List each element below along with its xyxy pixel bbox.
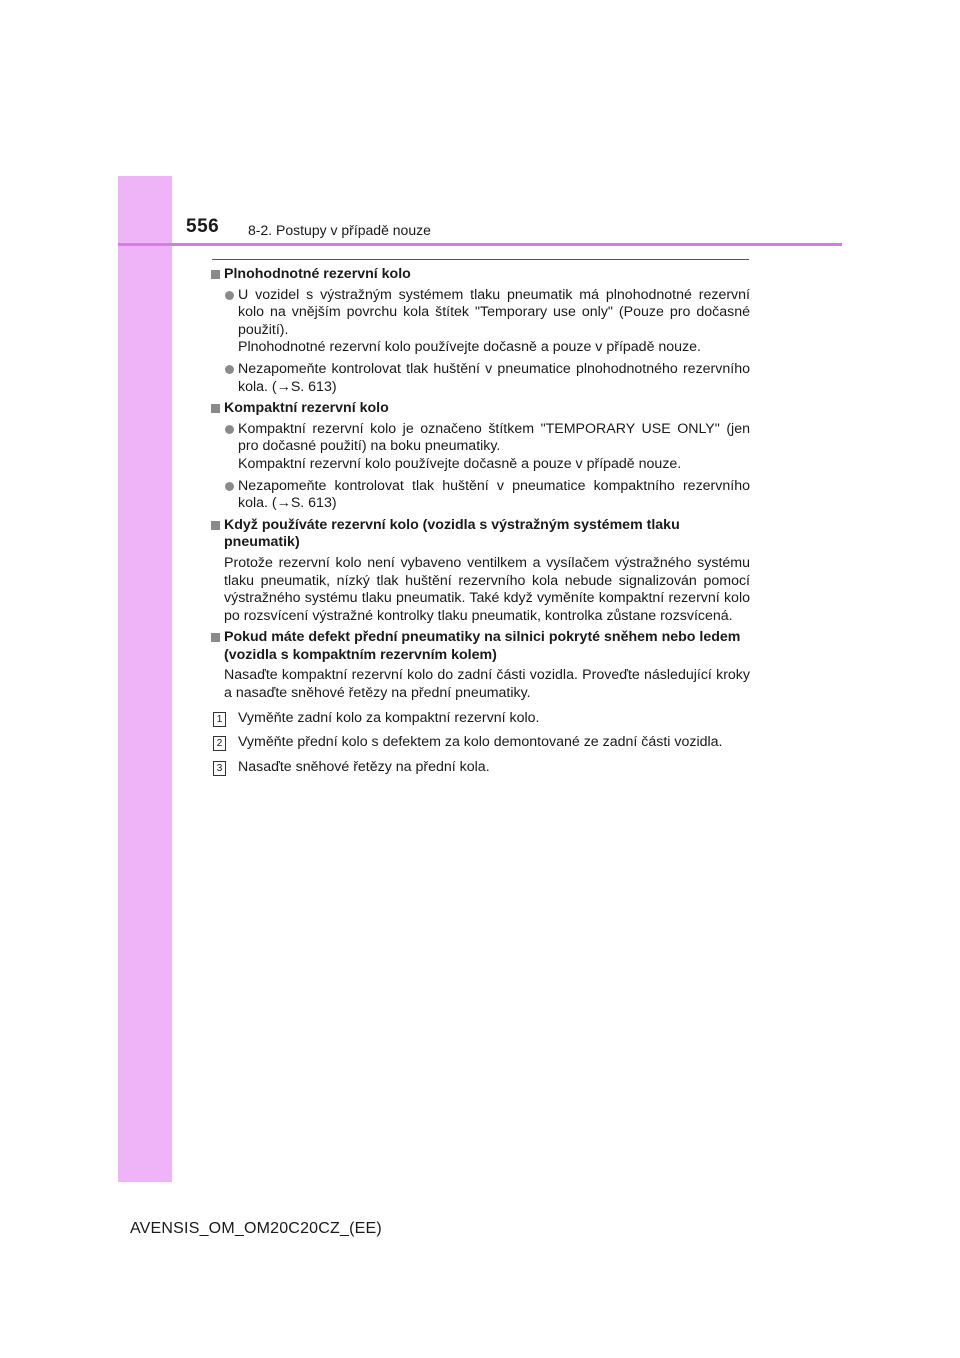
section-snow-flat-tire xyxy=(210,629,750,776)
list-item xyxy=(210,421,750,474)
section-divider xyxy=(212,259,749,260)
chapter-tab-sidebar xyxy=(118,176,172,1182)
square-bullet-icon xyxy=(211,521,220,530)
section-full-spare xyxy=(210,266,750,396)
step-item xyxy=(210,734,750,752)
step-item xyxy=(210,710,750,728)
page-number: 556 xyxy=(186,216,220,237)
bullet-text: U vozidel s výstražným systémem tlaku pneumatik má plnohodnotné rezervní kolo na vnějším povrchu kola štítek "Temporary use only" (Pouze pro dočasné použití). xyxy=(238,286,750,338)
list-item xyxy=(210,287,750,357)
bullet-text: Kompaktní rezervní kolo používejte dočasně a pouze v případě nouze. xyxy=(238,455,682,472)
square-bullet-icon xyxy=(211,270,220,279)
round-bullet-icon xyxy=(225,425,234,434)
step-number: 1 xyxy=(213,712,226,727)
step-number: 2 xyxy=(213,736,226,751)
section-compact-spare xyxy=(210,400,750,513)
header-rule xyxy=(118,243,842,246)
chapter-title: 8-2. Postupy v případě nouze xyxy=(248,222,431,238)
manual-code-footer: AVENSIS_OM_OM20C20CZ_(EE) xyxy=(130,1220,382,1237)
section-tpms-spare xyxy=(210,517,750,626)
section-heading: Plnohodnotné rezervní kolo xyxy=(210,266,750,284)
section-paragraph: Nasaďte kompaktní rezervní kolo do zadní části vozidla. Proveďte následující kroky a nasaďte sněhové řetězy na přední pneumatiky. xyxy=(224,667,750,702)
square-bullet-icon xyxy=(211,633,220,642)
bullet-text: Kompaktní rezervní kolo je označeno štítkem "TEMPORARY USE ONLY" (jen pro dočasné použití) na boku pneumatiky. xyxy=(238,420,750,455)
section-paragraph: Protože rezervní kolo není vybaveno ventilkem a vysílačem výstražného systému tlaku pneumatik, nízký tlak huštění rezervního kola nebude signalizován pomocí výstražného systému tlaku pneumatik. Také když vyměníte kompaktní rezervní kolo po rozsvícení výstražné kontrolky tlaku pneumatik, kontrolka zůstane rozsvícená. xyxy=(224,554,750,624)
bullet-text: Plnohodnotné rezervní kolo používejte dočasně a pouze v případě nouze. xyxy=(238,339,701,356)
step-text: Nasaďte sněhové řetězy na přední kola. xyxy=(238,758,490,775)
bullet-text: Nezapomeňte kontrolovat tlak huštění v pneumatice plnohodnotného rezervního kola. (→S. 613) xyxy=(238,360,750,395)
page-content xyxy=(210,266,750,780)
list-item xyxy=(210,361,750,396)
section-heading: Kompaktní rezervní kolo xyxy=(210,400,750,418)
round-bullet-icon xyxy=(225,482,234,491)
round-bullet-icon xyxy=(225,365,234,374)
step-text: Vyměňte zadní kolo za kompaktní rezervní kolo. xyxy=(238,709,540,726)
step-item xyxy=(210,759,750,777)
list-item xyxy=(210,478,750,513)
step-text: Vyměňte přední kolo s defektem za kolo demontované ze zadní části vozidla. xyxy=(238,734,723,751)
round-bullet-icon xyxy=(225,291,234,300)
bullet-text: Nezapomeňte kontrolovat tlak huštění v pneumatice kompaktního rezervního kola. (→S. 613) xyxy=(238,477,750,512)
section-heading: Když používáte rezervní kolo (vozidla s výstražným systémem tlaku pneumatik) xyxy=(210,517,750,552)
section-heading: Pokud máte defekt přední pneumatiky na silnici pokryté sněhem nebo ledem (vozidla s kompaktním rezervním kolem) xyxy=(210,629,750,664)
step-number: 3 xyxy=(213,761,226,776)
square-bullet-icon xyxy=(211,404,220,413)
